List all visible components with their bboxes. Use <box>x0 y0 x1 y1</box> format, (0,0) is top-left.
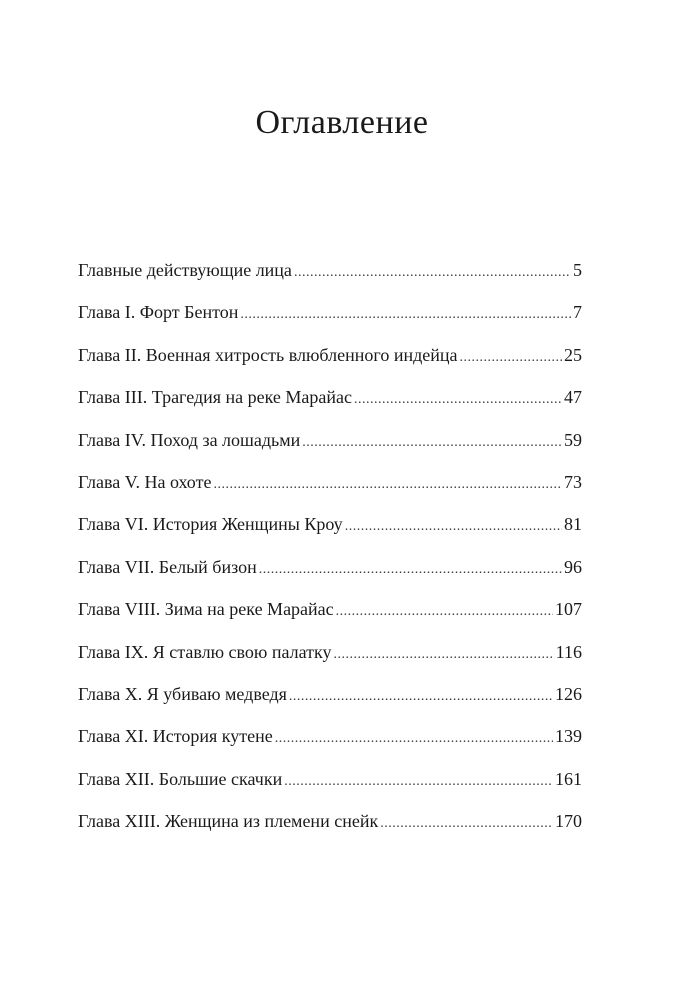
toc-entry-page: 7 <box>573 302 582 323</box>
toc-dot-leader <box>345 515 562 539</box>
toc-entry-page: 139 <box>555 726 582 747</box>
toc-entry-label: Глава XI. История кутене <box>78 726 273 747</box>
toc-entry <box>78 385 582 427</box>
toc-entry-page: 73 <box>564 471 582 492</box>
toc-entry-label: Глава V. На охоте <box>78 471 212 492</box>
toc-entry-label: Глава III. Трагедия на реке Марайас <box>78 387 353 408</box>
toc-entry <box>78 428 582 470</box>
toc-entry-page: 116 <box>555 641 582 662</box>
toc-entry <box>78 555 582 597</box>
toc-entry <box>78 343 582 385</box>
toc-dot-leader <box>354 388 562 412</box>
toc-entry-page: 170 <box>555 811 582 832</box>
toc-entry-label: Главные действующие лица <box>78 260 292 280</box>
toc-entry-page: 96 <box>564 556 582 577</box>
toc-entry-label: Глава XII. Большие скачки <box>78 768 283 789</box>
toc-dot-leader <box>460 346 563 370</box>
toc-dot-leader <box>334 643 554 667</box>
toc-entry <box>78 470 582 512</box>
toc-entry-label: Глава I. Форт Бентон <box>78 302 239 323</box>
toc-entry-page: 126 <box>555 683 582 704</box>
toc-dot-leader <box>259 558 562 582</box>
toc-entry <box>78 640 582 682</box>
toc-entry <box>78 512 582 554</box>
toc-entry-label: Глава IX. Я ставлю свою палатку <box>78 641 332 662</box>
toc-entry <box>78 724 582 766</box>
toc-entry-label: Глава X. Я убиваю медведя <box>78 683 287 704</box>
toc-dot-leader <box>289 685 553 709</box>
toc-dot-leader <box>275 727 553 751</box>
toc-entry-page: 59 <box>564 429 582 450</box>
page-title: Оглавление <box>255 104 429 141</box>
toc-dot-leader <box>213 473 562 497</box>
toc-entry-label: Глава VI. История Женщины Кроу <box>78 514 343 535</box>
toc-entry-page: 5 <box>573 260 582 280</box>
toc-entry-label: Глава IV. Поход за лошадьми <box>78 429 301 450</box>
toc-entry <box>78 809 582 851</box>
table-of-contents <box>78 258 582 851</box>
toc-entry-page: 107 <box>555 599 582 620</box>
toc-entry <box>78 597 582 639</box>
toc-dot-leader <box>284 770 553 794</box>
toc-dot-leader <box>336 600 553 624</box>
toc-entry-page: 161 <box>555 768 582 789</box>
toc-entry-page: 25 <box>564 344 582 365</box>
toc-entry-page: 81 <box>564 514 582 535</box>
toc-entry-label: Глава II. Военная хитрость влюбленного индейца <box>78 344 458 365</box>
toc-entry-page: 47 <box>564 387 582 408</box>
toc-dot-leader <box>380 812 553 836</box>
toc-entry <box>78 767 582 809</box>
toc-entry <box>78 682 582 724</box>
toc-dot-leader <box>294 261 571 285</box>
toc-dot-leader <box>302 431 562 455</box>
toc-entry <box>78 258 582 300</box>
toc-entry-label: Глава VII. Белый бизон <box>78 556 257 577</box>
toc-entry <box>78 300 582 342</box>
toc-entry-label: Глава XIII. Женщина из племени снейк <box>78 811 379 832</box>
toc-dot-leader <box>240 303 571 327</box>
toc-entry-label: Глава VIII. Зима на реке Марайас <box>78 599 334 620</box>
